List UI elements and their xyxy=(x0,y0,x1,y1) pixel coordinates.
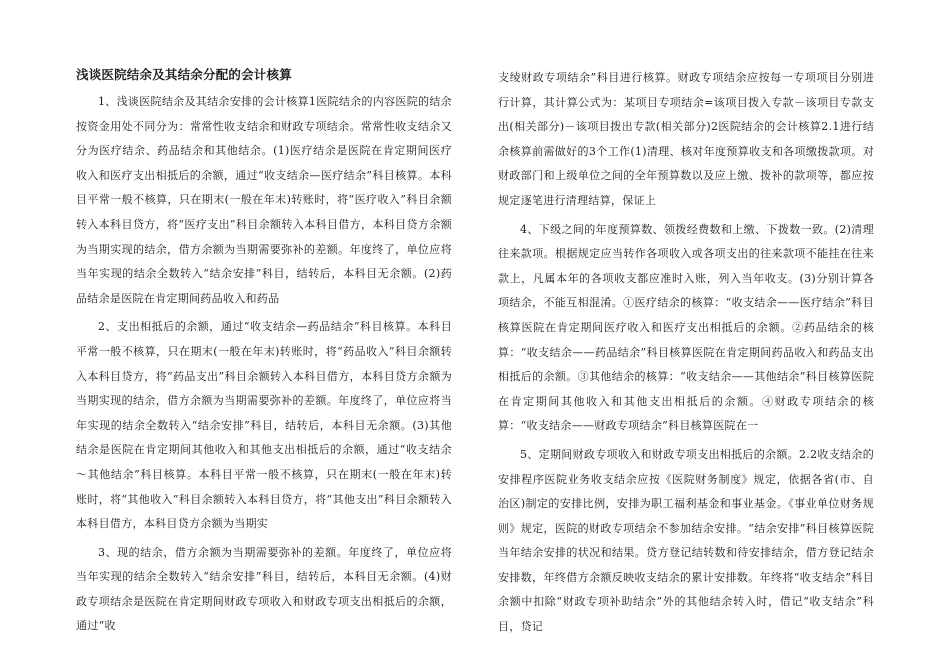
paragraph-2: 2、支出相抵后的余额，通过“收支结余—药品结余”科目核算。本科目平常一般不核算，只在期末(一般在年末)转账时，将“药品收入”科目余额转入本科目贷方，将“药品支出”科目余额转入本科目借方，本科目贷方余额为当期实现的结余，借方余额为当期需要弥补的差额。年度终了，单位应将当年实现的结余全数转入“结余安排”科目，结转后，本科目无余额。(3)其他结余是医院在肯定期间其他收入和其他支出相抵后的余额，通过“收支结余～其他结余”科目核算。本科目平常一般不核算，只在期末(一般在年末)转账时，将“其他收入”科目余额转入本科目贷方，将“其他支出”科目余额转入本科目借方，本科目贷方余额为当期实 xyxy=(76,320,452,531)
paragraph-4: 4、下级之间的年度预算数、领拨经费数和上缴、下拨数一致。(2)清理往来款项。根据规定应当转作各项收入或各项支出的往来款项不能挂在往来款上，凡属本年的各项收支都应准时入账，列入当年收支。(3)分别计算各项结余，不能互相混淆。①医疗结余的核算：“收支结余——医疗结余”科目核算医院在肯定期间医疗收入和医疗支出相抵后的余额。②药品结余的核算：“收支结余——药品结余”科目核算医院在肯定期间药品收入和药品支出相抵后的余额。③其他结余的核算：“收支结余——其他结余”科目核算医院在肯定期间其他收入和其他支出相抵后的余额。④财政专项结余的核算：“收支结余——财政专项结余”科目核算医院在一 xyxy=(498,222,874,433)
paragraph-5: 5、定期间财政专项收入和财政专项支出相抵后的余额。2.2收支结余的安排程序医院业务收支结余应按《医院财务制度》规定，依据各省(市、自治区)制定的安排比例，安排为职工福利基金和事业基金。《事业单位财务规则》规定，医院的财政专项结余不参加结余安排。“结余安排”科目核算医院当年结余安排的状况和结果。贷方登记结转数和待安排结余，借方登记结余安排数，年终借方余额反映收支结余的累计安排数。年终将“收支结余”科目余额中扣除“财政专项补助结余”外的其他结余转入时，借记“收支结余”科目，贷记 xyxy=(498,447,874,634)
paragraph-1: 1、浅谈医院结余及其结余安排的会计核算1医院结余的内容医院的结余按资金用处不同分为：常常性收支结余和财政专项结余。常常性收支结余又分为医疗结余、药品结余和其他结余。(1)医疗结余是医院在肯定期间医疗收入和医疗支出相抵后的余额，通过“收支结余—医疗结余”科目核算。本科目平常一般不核算，只在期末(一般在年末)转账时，将“医疗收入”科目余额转入本科目贷方，将“医疗支出”科目余额转入本科目借方，本科目贷方余额为当期实现的结余，借方余额为当期需要弥补的差额。年度终了，单位应将当年实现的结余全数转入“结余安排”科目，结转后，本科目无余额。(2)药品结余是医院在肯定期间药品收入和药品 xyxy=(76,95,452,305)
paragraph-3-continued: 支绫财政专项结余”科目进行核算。财政专项结余应按每一专项项目分别进行计算，其计算公式为：某项目专项结余=该项目拨入专款－该项目专款支出(相关部分)－该项目拨出专款(相关部分)2医院结余的会计核算2.1进行结余核算前需做好的3个工作(1)清理、核对年度预算收支和各项缴拨款项。对财政部门和上级单位之间的全年预算数以及应上缴、拨补的款项等，都应按规定逐笔进行清理结算，保证上 xyxy=(498,71,874,207)
paragraph-3: 3、现的结余，借方余额为当期需要弥补的差额。年度终了，单位应将当年实现的结余全数转入“结余安排”科目，结转后，本科目无余额。(4)财政专项结余是医院在肯定期间财政专项收入和财政专项支出相抵后的余额，通过“收 xyxy=(76,545,452,633)
document-title: 浅谈医院结余及其结余分配的会计核算 xyxy=(76,67,292,82)
right-column xyxy=(498,66,874,640)
left-column xyxy=(76,66,452,639)
